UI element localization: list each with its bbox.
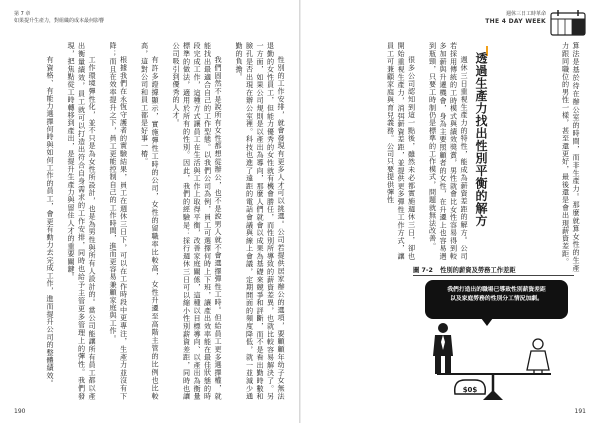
figure-illustration [413, 322, 573, 402]
book-title: THE 4 DAY WEEK [485, 18, 546, 25]
right-body-text [315, 42, 469, 260]
money-bag-icon [455, 380, 486, 394]
figure-number: 圖 7-2 [413, 267, 433, 274]
right-top-text [501, 42, 581, 272]
figure-rule [413, 275, 574, 276]
right-page [301, 0, 600, 423]
right-paragraph: 很多公司認知到這一點後，雖然未必都實施週休三日，卻也開始重視生產力，消弭薪資差距，並提供更多彈性工作方式，讓員工可兼顧家庭與育兒義務。公司只要提供彈性 [386, 42, 417, 260]
bubble-text-line2: 以及家庭勞務的性別分工情況加劇。 [450, 296, 543, 302]
woman-icon [527, 339, 549, 374]
speech-bubble [425, 280, 568, 319]
business-man-icon [433, 323, 453, 374]
left-paragraph: 根據我們在永恆守護者的實驗結果，員工在週休三日下，可以在工作時段中更專注，生產力並沒有下降；而且在效率提升之下，員工更能控制自己的工作時間，進而更容易兼顧家庭與工作。 [109, 42, 129, 400]
series-title: 週休三日工時革命 [505, 11, 546, 17]
page-number-right: 191 [574, 408, 586, 415]
left-paragraph: 有許多證據顯示，實施彈性工時的公司，女性的留職率比較高，女性升遷至高階主管的比例也比較高，這對公司和員工都是好事一樁。 [140, 42, 160, 400]
right-paragraph-continued: 算法是基於待在辦公室的時間，而非生產力。那麼就算女性的生產力跟同職位的男性一樣，甚至還更好，最後還是會出現薪資差距。 [561, 42, 581, 272]
balance-scale-icon [437, 374, 551, 400]
section-heading: 透過生產力找出性別平衡的解方 [474, 52, 488, 227]
figure-caption [413, 265, 516, 274]
running-head-right [485, 11, 546, 25]
figure-title: 性別的薪資及勞務工作差距 [440, 267, 516, 274]
left-body-text [14, 42, 286, 400]
right-paragraph: 週休三日重視生產力的特性，能成為薪資差距的解方。公司若採用傳統的工時模式與績效獎賞，男性就會比女性容易得到較多加薪與升遷機會，身為主要照顧者的女性，在升遷上也容易遇到瓶頸，只要工時制仍是標準的工作模式，問題就無法改善。 [428, 42, 469, 260]
calendar-logo-icon [550, 9, 586, 37]
left-page [0, 0, 299, 423]
chapter-label: 第 7 章 [14, 11, 31, 17]
chapter-title: 如果提升生產力，對組織的成本最何影響 [14, 18, 105, 24]
page-number-left: 190 [14, 408, 26, 415]
money-bag-label: $0$ [462, 386, 478, 394]
left-paragraph: 我們固然不是說所有女性都想從辦公，也不是說男人就不會選擇彈性工時。但給員工更多選擇權，就能找出最適合自己的工作型態。以我們公司為例，員工可選擇何時上下班，讓產出效率能在最佳狀態的時段完成工作，這種方式讓員工在生活與工作上取得平衡，改善家庭關係，這種以目標導向、以產出為衡量標準的做法，適用於所有的性別。因此，我們的經驗是：採行週休三日可以縮小性別薪資差距，同時也讓公司吸引到優秀的人才。 [172, 42, 223, 400]
running-head-left [14, 11, 104, 25]
left-paragraph: 性別的工作安排，就會發現有更多人才可以挑選。公司若提供居家辦公的選項，要顧顧年幼子女無法退勤的女性員工，但能力優秀的女性就有機會勝任，而性別所導致的薪資差異，也就比較容易解決了。另一方面，如果公司規則是以產出為導向，那麼人們就會以成果為基礎來競爭和評斷，而不是看出勤時數和臉孔是否出現在辦公室裡。科技也進了遠距的電話會議與線上會議，定期開面的頻度降低，就一並減少通勤的負擔。 [235, 42, 286, 400]
figure-7-2 [413, 280, 573, 402]
bubble-text-line1: 我們打造出的職場已導致性別薪資差距 [447, 287, 546, 293]
left-paragraph: 工作環境彈性化，並不只是為女性所設計，也是為男性與所有人設計的。當公司能讓所有員工都以產出衡量績效，員工就可以打造出符合自身需求的工作安排，同時也給予主管更多管理上的彈性。我們發現，把焦點從工時轉移到產出，是提升生產力與留住人才的重要關鍵。 [67, 42, 97, 400]
left-paragraph: 有資格、有能力選擇何時與如何工作的員工，會更有動力去完成工作，進而提升公司的整體績效。 [46, 56, 55, 388]
